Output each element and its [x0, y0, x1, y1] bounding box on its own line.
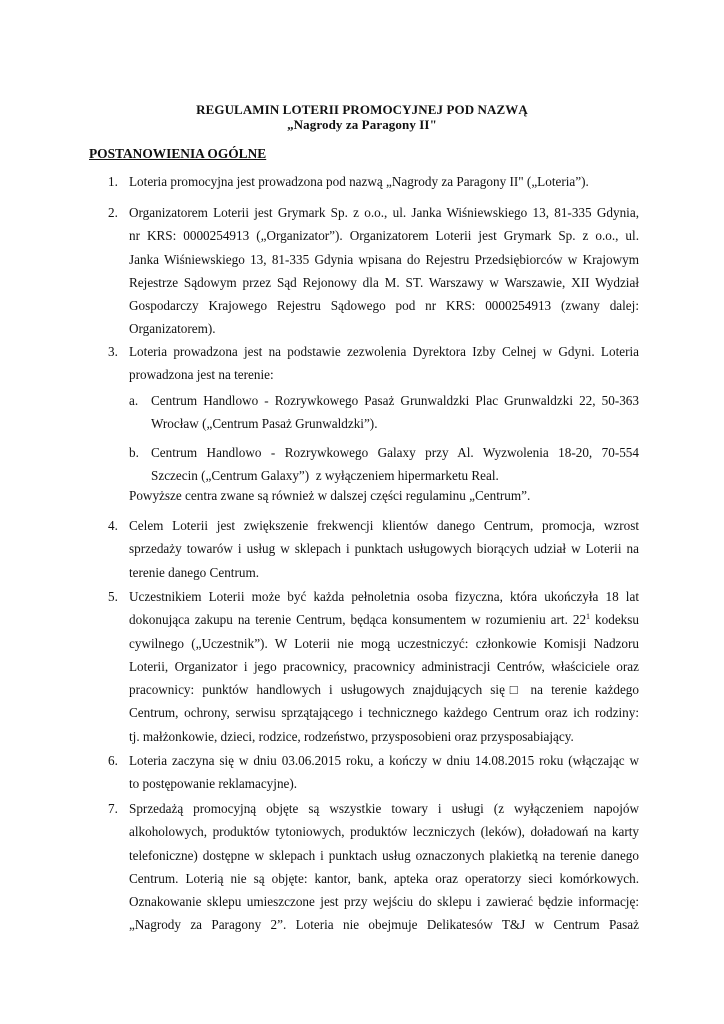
sub-item-text: Centrum Handlowo - Rozrywkowego Pasaż Grunwaldzki Plac Grunwaldzki 22, 50-363 Wrocław („Centrum Pasaż Grunwaldzki”). [151, 393, 639, 432]
item-text: Loteria promocyjna jest prowadzona pod nazwą „Nagrody za Paragony II" („Loteria”). [129, 174, 589, 189]
sub-item-letter: b. [129, 445, 139, 460]
item-number: 3. [108, 344, 118, 359]
item-text: Loteria zaczyna się w dniu 03.06.2015 roku, a kończy w dniu 14.08.2015 roku (włączając w to postępowanie reklamacyjne). [129, 753, 639, 792]
sub-item-text: Centrum Handlowo - Rozrywkowego Galaxy przy Al. Wyzwolenia 18-20, 70-554 Szczecin („Centrum Galaxy”) z wyłączeniem hipermarketu Real. [151, 445, 639, 484]
item-number: 5. [108, 589, 118, 604]
item-text-after: Powyższe centra zwane są również w dalszej części regulaminu „Centrum”. [129, 488, 531, 503]
missing-glyph-icon: □ [504, 682, 523, 698]
item-text: Loteria prowadzona jest na podstawie zezwolenia Dyrektora Izby Celnej w Gdyni. Loteria prowadzona jest na terenie: [129, 344, 639, 383]
document-title-line-1: REGULAMIN LOTERII PROMOCYJNEJ POD NAZWĄ [196, 102, 528, 117]
item-text: Organizatorem Loterii jest Grymark Sp. z o.o., ul. Janka Wiśniewskiego 13, 81-335 Gdynia, nr KRS: 0000254913 („Organizator”). Organizatorem Loterii jest Grymark Sp. z o.o., ul. Janka Wiśniewskiego 13, 81-335 Gdynia wpisana do Rejestru Przedsiębiorców w Krajowym Rejestrze Sądowym przez Sąd Rejonowy dla M. ST. Warszawy w Warszawie, XII Wydział Gospodarczy Krajowego Rejestru Sądowego pod nr KRS: 0000254913 (zwany dalej: Organizatorem). [129, 205, 639, 337]
document-title-line-2: „Nagrody za Paragony II" [287, 117, 437, 132]
item-number: 7. [108, 801, 118, 816]
item-text: Sprzedażą promocyjną objęte są wszystkie towary i usługi (z wyłączeniem napojów alkoholowych, produktów tytoniowych, produktów leczniczych (leków), doładowań na karty telefoniczne) dostępne w sklepach i punktach usług oznaczonych plakietką na terenie danego Centrum. Loterią nie są objęte: kantor, bank, apteka oraz operatorzy sieci komórkowych. Oznakowanie sklepu umieszczone jest przy wejściu do sklepu i zawierać będzie informację: „Nagrody za Paragony 2”. Loteria nie obejmuje Delikatesów T&J w Centrum Pasaż [129, 801, 639, 933]
item-number: 2. [108, 205, 118, 220]
item-text: Celem Loterii jest zwiększenie frekwencji klientów danego Centrum, promocja, wzrost sprzedaży towarów i usług w sklepach i punktach usługowych biorących udział w Loterii na terenie danego Centrum. [129, 518, 639, 580]
item-number: 4. [108, 518, 118, 533]
item-text: Uczestnikiem Loterii może być każda pełnoletnia osoba fizyczna, która ukończyła 18 lat dokonująca zakupu na terenie Centrum, będąca konsumentem w rozumieniu art. $22^1$ kodeksu cywilnego („Uczestnik”). W Loterii nie mogą uczestniczyć: członkowie Komisji Nadzoru Loterii, Organizator i jego pracownicy, pracownicy administracji Centrów, właściciele oraz pracownicy: punktów handlowych i usługowych znajdujących się□ na terenie każdego Centrum, ochrony, serwisu sprzątającego i technicznego każdego Centrum oraz ich rodziny: tj. małżonkowie, dzieci, rodzice, rodzeństwo, przysposobieni oraz przysposabiający. [129, 589, 639, 744]
item-number: 6. [108, 753, 118, 768]
item-number: 1. [108, 174, 118, 189]
section-heading: POSTANOWIENIA OGÓLNE [89, 146, 267, 161]
sub-item-letter: a. [129, 393, 139, 408]
